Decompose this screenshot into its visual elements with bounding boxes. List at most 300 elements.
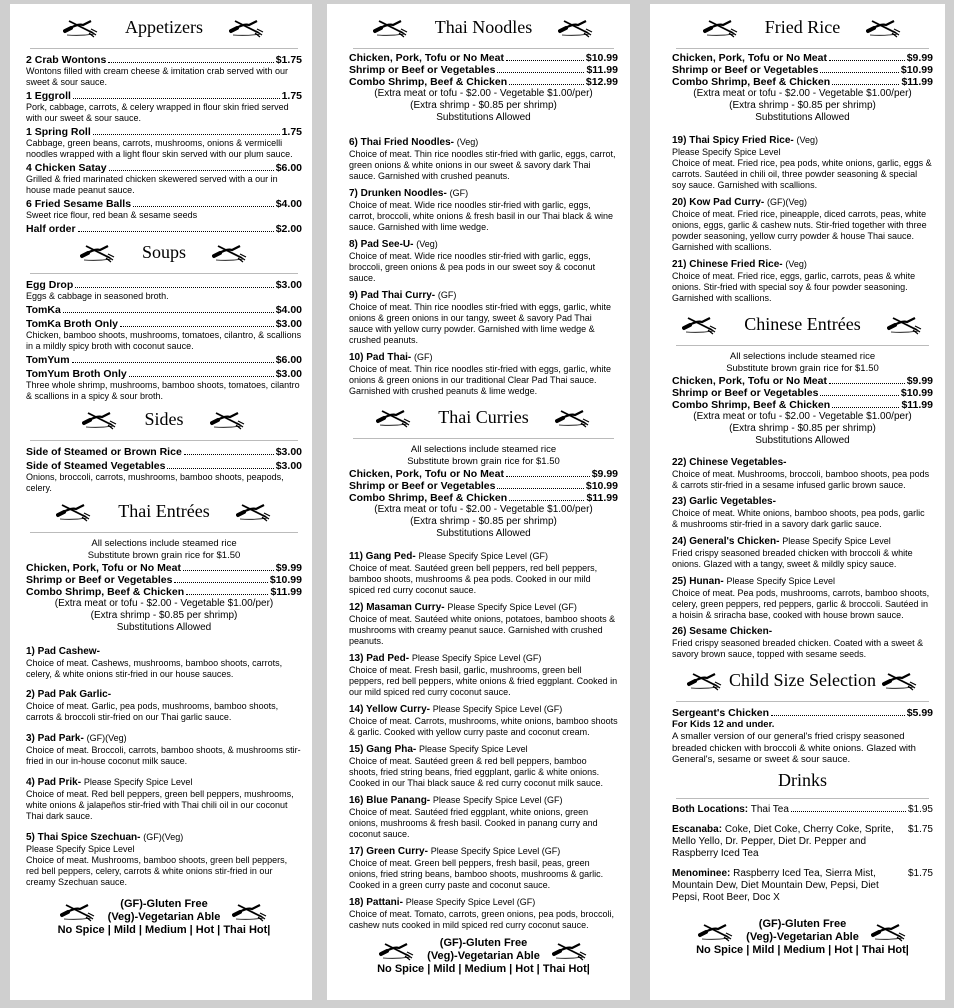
- dish-desc: Choice of meat. Carrots, mushrooms, white onions, bamboo shoots & garlic. Cooked with yellow curry paste and coconut cream.: [349, 716, 618, 737]
- fried-rice-header: [672, 12, 933, 42]
- menu-item-row: [26, 198, 302, 210]
- dish-tag: (GF)(Veg): [767, 197, 808, 207]
- chinese-entrees-header: [672, 309, 933, 339]
- dish-title: [26, 831, 302, 844]
- item-price: $9.99: [906, 52, 933, 64]
- item-name: Shrimp or Beef or Vegetables: [26, 574, 173, 586]
- dish-item: [349, 652, 618, 698]
- item-name: Combo Shrimp, Beef & Chicken: [672, 76, 831, 88]
- item-name: Side of Steamed or Brown Rice: [26, 446, 182, 458]
- dish-name: 10) Pad Thai-: [349, 352, 412, 363]
- dish-name: 7) Drunken Noodles-: [349, 188, 447, 199]
- extra-shrimp-note: (Extra shrimp - $0.85 per shrimp): [90, 610, 238, 621]
- dish-name: 18) Pattani-: [349, 897, 403, 908]
- dish-desc: Choice of meat. Sautéed white onions, potatoes, bamboo shoots & mushrooms with creamy peanut sauce. Garnished with crushed peanuts.: [349, 614, 616, 646]
- item-price: $10.99: [900, 64, 933, 76]
- item-name: Chicken, Pork, Tofu or No Meat: [672, 52, 827, 64]
- menu-item-row: [26, 368, 302, 380]
- extra-shrimp-note: (Extra shrimp - $0.85 per shrimp): [410, 100, 557, 111]
- menu-item-row: [26, 446, 302, 458]
- menu-item: [26, 354, 302, 366]
- dish-name: 15) Gang Pha-: [349, 744, 417, 755]
- item-name: TomYum: [26, 354, 70, 366]
- menu-item-row: [26, 279, 302, 291]
- dish-item: [672, 258, 933, 304]
- dish-name: 21) Chinese Fried Rice-: [672, 259, 783, 270]
- menu-item: [26, 198, 302, 221]
- item-price: $3.00: [275, 368, 302, 380]
- item-name: Chicken, Pork, Tofu or No Meat: [349, 52, 504, 64]
- price-row: [672, 76, 933, 88]
- item-name: Chicken, Pork, Tofu or No Meat: [26, 562, 181, 574]
- item-name: 4 Chicken Satay: [26, 162, 107, 174]
- drink-text: [672, 868, 904, 904]
- dot-leader: [509, 84, 584, 85]
- dish-name: 16) Blue Panang-: [349, 795, 431, 806]
- drink-location: Escanaba:: [672, 823, 723, 835]
- knife-and-fork-icon: [236, 500, 272, 522]
- gluten-free-legend: (GF)-Gluten Free: [439, 937, 528, 949]
- price-row: [349, 64, 618, 76]
- dish-tag: (GF): [449, 188, 469, 198]
- dish-name: 3) Pad Park-: [26, 733, 84, 744]
- dish-tag: (GF): [414, 352, 433, 362]
- dish-item: [672, 496, 933, 530]
- dish-item: [349, 238, 618, 284]
- menu-item-row: [26, 318, 302, 330]
- dish-item: [349, 845, 618, 891]
- extra-shrimp-note: (Extra shrimp - $0.85 per shrimp): [729, 100, 876, 111]
- child-item-row: [672, 707, 933, 719]
- section-title: Fried Rice: [764, 16, 841, 37]
- extra-shrimp-note: (Extra shrimp - $0.85 per shrimp): [729, 423, 876, 434]
- item-name: Combo Shrimp, Beef & Chicken: [349, 492, 508, 504]
- item-name: 2 Crab Wontons: [26, 54, 107, 66]
- dish-tag: Please Specify Spice Level: [419, 744, 528, 754]
- item-price: $6.00: [275, 162, 302, 174]
- item-price: $11.99: [270, 586, 302, 598]
- dot-leader: [509, 500, 584, 501]
- dish-name: 12) Masaman Curry-: [349, 602, 445, 613]
- dish-item: [672, 457, 933, 491]
- knife-and-fork-icon: [80, 241, 116, 263]
- drink-text: [672, 824, 904, 860]
- price-row: [672, 64, 933, 76]
- section-title: Sides: [144, 408, 184, 429]
- drink-item: [672, 868, 933, 904]
- dish-name: 23) Garlic Vegetables-: [672, 496, 776, 507]
- dish-item: [26, 831, 302, 888]
- dish-title: [349, 743, 618, 756]
- dish-item: [349, 351, 618, 397]
- dish-item: [349, 289, 618, 346]
- thai-entrees-header: [26, 496, 302, 526]
- dot-leader: [820, 72, 898, 73]
- divider: [30, 440, 298, 441]
- dot-leader: [133, 206, 274, 207]
- item-price: 1.75: [281, 126, 302, 138]
- dish-item: [26, 776, 302, 822]
- substitutions-note: Substitutions Allowed: [755, 435, 850, 446]
- dish-title: [672, 457, 933, 469]
- knife-and-fork-icon: [82, 408, 118, 430]
- appetizers-list: [26, 54, 302, 235]
- dot-leader: [129, 376, 274, 377]
- drink-price: $1.75: [907, 823, 933, 835]
- drink-text: [672, 804, 789, 816]
- item-name: TomKa: [26, 304, 61, 316]
- dish-tag: (Veg): [456, 137, 479, 147]
- menu-item-row: [26, 162, 302, 174]
- dish-desc: Choice of meat. Green bell peppers, fresh basil, peas, green onions, fried string beans, bamboo shoots, mushrooms & garlic. Cooked in a green curry paste and coconut sauce.: [349, 858, 604, 890]
- dish-title: [26, 776, 302, 789]
- divider: [30, 48, 298, 49]
- sides-header: [26, 404, 302, 434]
- dish-desc: Choice of meat. Cashews, mushrooms, bamboo shoots, carrots, celery, & white onions stir-fried in our house sauces.: [26, 658, 283, 679]
- item-name: Combo Shrimp, Beef & Chicken: [349, 76, 508, 88]
- dot-leader: [167, 468, 273, 469]
- dish-desc: Choice of meat. Tomato, carrots, green onions, pea pods, broccoli, cashew nuts cooked in mild spiced red curry coconut sauce.: [349, 909, 614, 930]
- dish-desc: Choice of meat. Broccoli, carrots, bamboo shoots, & mushrooms stir-fried in our in-house coconut milk sauce.: [26, 745, 301, 766]
- drink-list: Coke, Diet Coke, Cherry Coke, Sprite, Mello Yello, Dr. Pepper, Diet Dr. Pepper and Raspberry Iced Tea: [672, 823, 894, 859]
- menu-item: [26, 368, 302, 402]
- menu-item-row: [26, 304, 302, 316]
- price-row: [672, 52, 933, 64]
- divider: [353, 48, 614, 49]
- knife-and-fork-icon: [60, 900, 96, 922]
- drink-row: [672, 824, 933, 860]
- divider: [30, 273, 298, 274]
- legend-footer: [349, 937, 618, 963]
- dish-name: 6) Thai Fried Noodles-: [349, 137, 455, 148]
- dish-name: 14) Yellow Curry-: [349, 704, 430, 715]
- spice-levels: No Spice | Mild | Medium | Hot | Thai Hot|: [57, 924, 271, 936]
- menu-item-row: [26, 90, 302, 102]
- divider: [676, 798, 929, 799]
- item-price: $10.99: [900, 387, 933, 399]
- item-price: $10.99: [585, 480, 618, 492]
- knife-and-fork-icon: [373, 16, 409, 38]
- section-title: Appetizers: [125, 16, 203, 37]
- dot-leader: [78, 231, 274, 232]
- dish-list: [672, 134, 933, 304]
- dish-title: [349, 652, 618, 665]
- dish-desc: Choice of meat. Thin rice noodles stir-fried with eggs, garlic, white onions & green onions in our tangy, sweet & savory Pad Thai sauce with yellow curry powder. Garnished with lime wedge & crushed peanuts.: [349, 302, 611, 345]
- dish-title: [349, 289, 618, 302]
- price-row: [349, 76, 618, 88]
- dish-tag: Please Specify Spice Level: [782, 536, 891, 546]
- item-name: Chicken, Pork, Tofu or No Meat: [672, 375, 827, 387]
- section-title: Thai Noodles: [434, 16, 533, 37]
- substitutions-note: Substitutions Allowed: [755, 112, 850, 123]
- dish-desc: Choice of meat. Fried rice, pineapple, diced carrots, peas, white onions, eggs, garlic & cashew nuts. Stir-fried together with three powder seasoning, yellow curry powder & house Thai sauce. Garnished with scallions.: [672, 209, 927, 252]
- menu-item-row: [26, 223, 302, 235]
- drink-list: Raspberry Iced Tea, Sierra Mist, Mountain Dew, Diet Mountain Dew, Pepsi, Diet Pepsi, Root Beer, Doc X: [672, 867, 879, 903]
- dish-item: [349, 896, 618, 931]
- dish-item: [672, 196, 933, 253]
- child-desc: A smaller version of our general's fried crispy seasoned breaded chicken with broccoli & white onions. Glazed with General's, sesame or sweet & sour sauce.: [672, 731, 916, 765]
- dish-item: [349, 703, 618, 738]
- dish-title: [349, 794, 618, 807]
- dot-leader: [186, 594, 268, 595]
- dish-tag: (Veg): [416, 239, 438, 249]
- drink-location: Both Locations:: [672, 803, 749, 815]
- dish-item: [349, 743, 618, 789]
- sides-list: [26, 446, 302, 494]
- divider: [676, 701, 929, 702]
- dot-leader: [791, 811, 906, 812]
- dot-leader: [184, 454, 274, 455]
- dish-desc: Choice of meat. Garlic, pea pods, mushrooms, bamboo shoots, carrots & broccoli stir-fried on our Thai garlic sauce.: [26, 701, 279, 722]
- item-price: $3.00: [275, 318, 302, 330]
- vegetarian-legend: (Veg)-Vegetarian Able: [427, 950, 540, 962]
- knife-and-fork-icon: [882, 669, 918, 691]
- dish-desc: Choice of meat. Wide rice noodles stir-fried with garlic, eggs, carrot, broccoli, white onions & fresh basil in our Thai black & wine sauce. Garnished with lime wedge.: [349, 200, 613, 232]
- item-price: $12.99: [585, 76, 618, 88]
- spice-levels: No Spice | Mild | Medium | Hot | Thai Hot|: [696, 943, 909, 956]
- substitutions-note: Substitutions Allowed: [116, 622, 212, 633]
- divider: [676, 345, 929, 346]
- dish-title: [349, 136, 618, 149]
- dot-leader: [174, 582, 267, 583]
- knife-and-fork-icon: [376, 406, 412, 428]
- dish-tag: Please Specify Spice Level: [726, 576, 836, 586]
- menu-item: [26, 126, 302, 160]
- dish-tag: Please Specify Spice Level (GF): [418, 551, 549, 561]
- item-price: $3.00: [275, 460, 302, 472]
- dot-leader: [832, 407, 899, 408]
- dot-leader: [771, 715, 905, 716]
- item-price: $9.99: [591, 468, 618, 480]
- price-table: [672, 52, 933, 88]
- dish-item: [672, 575, 933, 621]
- item-price: $11.99: [586, 64, 618, 76]
- item-price: $10.99: [269, 574, 302, 586]
- item-desc: Three whole shrimp, mushrooms, bamboo shoots, tomatoes, cilantro & scallions in a spicy & sour broth.: [26, 380, 300, 401]
- item-desc: Sweet rice flour, red bean & sesame seeds: [26, 210, 198, 220]
- dish-list: [672, 457, 933, 660]
- price-row: [349, 468, 618, 480]
- item-desc: Eggs & cabbage in seasoned broth.: [26, 291, 169, 301]
- dish-desc: Choice of meat. Pea pods, mushrooms, carrots, bamboo shoots, celery, green peppers, red peppers, garlic & broccoli. Sautéed in a hoisin & sriracha base, cooked with house brown sauce.: [672, 588, 930, 620]
- item-price: $10.99: [585, 52, 618, 64]
- rice-note: All selections include steamed rice: [91, 538, 237, 549]
- knife-and-fork-icon: [63, 16, 99, 38]
- item-name: Shrimp or Beef or Vegetables: [672, 64, 819, 76]
- dish-desc: Fried crispy seasoned breaded chicken with broccoli & white onions. Glazed with a tangy, sweet & mildly spicy sauce.: [672, 548, 913, 569]
- price-table: [672, 375, 933, 411]
- item-desc: Grilled & fried marinated chicken skewered served with a our in house made peanut sauce.: [26, 174, 278, 195]
- dot-leader: [108, 62, 273, 63]
- menu-column-1: [10, 4, 312, 1000]
- dish-tag: Please Specify Spice Level (GF): [432, 704, 563, 714]
- thai-curries-header: [349, 402, 618, 432]
- legend-footer: [672, 918, 933, 944]
- dish-list: [26, 646, 302, 888]
- soups-header: [26, 237, 302, 267]
- dot-leader: [63, 312, 274, 313]
- dot-leader: [829, 383, 905, 384]
- dish-title: [672, 258, 933, 271]
- price-row: [349, 492, 618, 504]
- dish-title: [26, 646, 302, 658]
- knife-and-fork-icon: [866, 16, 902, 38]
- brown-rice-note: Substitute brown grain rice for $1.50: [407, 456, 560, 467]
- dish-title: [672, 626, 933, 638]
- dot-leader: [497, 488, 583, 489]
- item-name: TomYum Broth Only: [26, 368, 127, 380]
- item-price: $9.99: [275, 562, 302, 574]
- price-row: [349, 52, 618, 64]
- item-price: $4.00: [275, 304, 302, 316]
- dish-tag: Please Specify Spice Level (GF): [430, 846, 561, 856]
- price-row: [672, 375, 933, 387]
- dish-title: [26, 689, 302, 701]
- dish-tag: (GF)(Veg): [143, 832, 184, 842]
- dish-title: [349, 703, 618, 716]
- item-name: 6 Fried Sesame Balls: [26, 198, 132, 210]
- divider: [30, 532, 298, 533]
- dish-item: [26, 689, 302, 723]
- dot-leader: [506, 476, 590, 477]
- dish-name: 1) Pad Cashew-: [26, 646, 100, 657]
- dish-desc: Choice of meat. Sautéed green & red bell peppers, bamboo shoots, fried string beans, fried eggplant, garlic & white onions. Cooked in our Thai black sauce & red curry coconut milk sauce.: [349, 756, 603, 788]
- knife-and-fork-icon: [682, 313, 718, 335]
- dish-desc: Choice of meat. Sautéed green bell peppers, red bell peppers, bamboo shoots, mushrooms & pea pods. Cooked in our mild spiced red curry coconut sauce.: [349, 563, 598, 595]
- dish-name: 22) Chinese Vegetables-: [672, 457, 787, 468]
- section-title: Chinese Entrées: [744, 313, 861, 334]
- child-age-note: For Kids 12 and under.: [672, 719, 775, 730]
- dish-tag: Please Specify Spice Level (GF): [432, 795, 563, 805]
- menu-item: [26, 223, 302, 235]
- child-size-header: [672, 665, 933, 695]
- knife-and-fork-icon: [871, 920, 907, 942]
- item-name: 1 Eggroll: [26, 90, 71, 102]
- extra-meat-note: (Extra meat or tofu - $2.00 - Vegetable $1.00/per): [374, 88, 593, 99]
- item-price: $2.00: [275, 223, 302, 235]
- substitutions-note: Substitutions Allowed: [436, 112, 531, 123]
- dish-item: [26, 646, 302, 680]
- item-name: Egg Drop: [26, 279, 74, 291]
- dish-item: [672, 626, 933, 660]
- menu-column-3: [650, 4, 945, 1000]
- item-desc: Chicken, bamboo shoots, mushrooms, tomatoes, cilantro, & scallions in a mildly spicy broth with coconut sauce.: [26, 330, 302, 351]
- price-row: [672, 387, 933, 399]
- price-table: [26, 562, 302, 598]
- menu-item: [26, 460, 302, 494]
- knife-and-fork-icon: [56, 500, 92, 522]
- menu-item-row: [26, 126, 302, 138]
- dish-title: [349, 187, 618, 200]
- item-desc: Cabbage, green beans, carrots, mushrooms, onions & vermicelli noodles wrapped with a light flour skin served with our plum sauce.: [26, 138, 293, 159]
- section-title: Child Size Selection: [729, 669, 876, 690]
- item-price: $11.99: [901, 399, 933, 411]
- section-title: Thai Entrées: [118, 500, 210, 521]
- menu-item: [26, 446, 302, 458]
- dish-desc: Choice of meat. Fresh basil, garlic, mushrooms, green bell peppers, red bell peppers, white onions & fried eggplant. Cooked in our mild spiced red curry coconut sauce.: [349, 665, 618, 697]
- dish-desc: Fried crispy seasoned breaded chicken. Coated with a sweet & savory brown sauce, topped with sesame seeds.: [672, 638, 924, 659]
- knife-and-fork-icon: [555, 406, 591, 428]
- vegetarian-legend: (Veg)-Vegetarian Able: [746, 930, 859, 943]
- menu-item-row: [26, 460, 302, 472]
- dot-leader: [72, 362, 274, 363]
- dish-title: [349, 238, 618, 251]
- knife-and-fork-icon: [212, 241, 248, 263]
- price-table: [349, 52, 618, 88]
- dot-leader: [73, 98, 280, 99]
- soups-list: [26, 279, 302, 402]
- dish-title: [349, 896, 618, 909]
- dish-name: 17) Green Curry-: [349, 846, 428, 857]
- extra-meat-note: (Extra meat or tofu - $2.00 - Vegetable $1.00/per): [693, 411, 912, 422]
- dish-tag: (Veg): [796, 135, 819, 145]
- drinks-list: [672, 804, 933, 904]
- dot-leader: [183, 570, 274, 571]
- brown-rice-note: Substitute brown grain rice for $1.50: [87, 550, 241, 561]
- item-price: $1.75: [275, 54, 302, 66]
- dish-title: [349, 601, 618, 614]
- dot-leader: [75, 287, 273, 288]
- dish-name: 19) Thai Spicy Fried Rice-: [672, 135, 794, 146]
- dot-leader: [820, 395, 898, 396]
- item-price: $3.00: [275, 446, 302, 458]
- item-price: $11.99: [901, 76, 933, 88]
- dish-desc: Choice of meat. Thin rice noodles stir-fried with garlic, eggs, carrot, green onions & white onions in our sweet & savory dark Thai sauce. Garnished with crushed peanuts.: [349, 149, 616, 181]
- knife-and-fork-icon: [558, 16, 594, 38]
- extra-meat-note: (Extra meat or tofu - $2.00 - Vegetable $1.00/per): [693, 88, 912, 99]
- drink-location: Menominee:: [672, 867, 731, 879]
- dish-item: [672, 134, 933, 191]
- dish-title: [672, 535, 933, 548]
- knife-and-fork-icon: [703, 16, 739, 38]
- dish-tag: Please Specify Spice Level (GF): [411, 653, 542, 663]
- item-price: $6.00: [275, 354, 302, 366]
- dish-desc: Choice of meat. White onions, bamboo shoots, pea pods, garlic & mushrooms stir-fried in a savory dark garlic sauce.: [672, 508, 925, 529]
- divider: [676, 48, 929, 49]
- item-price: $11.99: [586, 492, 618, 504]
- item-price: $5.99: [906, 707, 933, 719]
- drink-row: [672, 804, 933, 816]
- section-title: Thai Curries: [438, 406, 529, 427]
- menu-item: [26, 90, 302, 124]
- dish-title: [349, 550, 618, 563]
- legend-footer: [26, 898, 302, 924]
- item-name: Half order: [26, 223, 76, 235]
- dish-name: 8) Pad See-U-: [349, 239, 414, 250]
- dish-tag: Please Specify Spice Level (GF): [447, 602, 577, 612]
- extra-meat-note: (Extra meat or tofu - $2.00 - Vegetable $1.00/per): [374, 504, 593, 515]
- menu-item: [26, 318, 302, 352]
- dot-leader: [93, 134, 280, 135]
- section-title: Soups: [141, 241, 186, 262]
- item-name: TomKa Broth Only: [26, 318, 118, 330]
- dot-leader: [109, 170, 274, 171]
- menu-item: [26, 279, 302, 302]
- item-desc: Onions, broccoli, carrots, mushrooms, bamboo shoots, peapods, celery.: [26, 472, 284, 493]
- dish-item: [349, 187, 618, 233]
- item-name: Combo Shrimp, Beef & Chicken: [672, 399, 831, 411]
- dish-name: 2) Pad Pak Garlic-: [26, 689, 112, 700]
- dish-desc: Choice of meat. Mushrooms, broccoli, bamboo shoots, pea pods & carrots stir-fried in a sesame infused garlic brown sauce.: [672, 469, 930, 490]
- item-name: Shrimp or Beef or Vegetables: [349, 480, 496, 492]
- dish-list: [349, 550, 618, 931]
- item-name: Combo Shrimp, Beef & Chicken: [26, 586, 185, 598]
- dish-desc: Please Specify Spice Level Choice of meat. Mushrooms, bamboo shoots, green bell peppers, red bell peppers, celery, carrots & white onions stir-fried in our creamy Szechuan sauce.: [26, 844, 288, 887]
- dish-item: [349, 794, 618, 840]
- drink-price: $1.75: [907, 867, 933, 879]
- dish-title: [349, 845, 618, 858]
- dish-name: 9) Pad Thai Curry-: [349, 290, 436, 301]
